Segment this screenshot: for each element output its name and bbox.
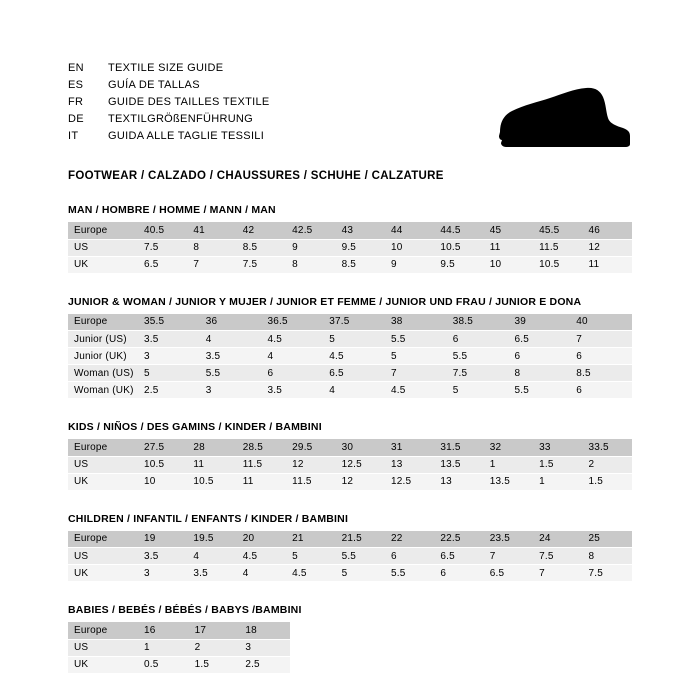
cell: 1	[533, 473, 582, 490]
cell: 3	[138, 348, 200, 365]
cell: 7.5	[533, 548, 582, 565]
cell: 42.5	[286, 222, 335, 239]
cell: 12	[286, 456, 335, 473]
cell: 30	[336, 439, 385, 456]
size-table-babies	[68, 622, 290, 674]
cell: 12	[336, 473, 385, 490]
cell: 44.5	[434, 222, 483, 239]
cell: 1	[138, 639, 189, 656]
cell: 19.5	[187, 531, 236, 548]
language-code: EN	[68, 62, 84, 74]
language-text: TEXTILE SIZE GUIDE	[108, 62, 224, 74]
table-row	[68, 656, 290, 673]
cell: 9	[286, 239, 335, 256]
cell: 24	[533, 531, 582, 548]
cell: 6	[262, 365, 324, 382]
cell: 4	[187, 548, 236, 565]
cell: 4.5	[286, 565, 335, 582]
cell: 8.5	[237, 239, 286, 256]
row-label: UK	[68, 473, 138, 490]
cell: 8	[509, 365, 571, 382]
cell: 7	[187, 256, 236, 273]
cell: 0.5	[138, 656, 189, 673]
cell: 7	[385, 365, 447, 382]
cell: 3.5	[138, 548, 187, 565]
section-kids	[68, 421, 632, 491]
cell: 32	[484, 439, 533, 456]
table-row	[68, 639, 290, 656]
cell: 3.5	[187, 565, 236, 582]
cell: 7.5	[237, 256, 286, 273]
cell: 31	[385, 439, 434, 456]
cell: 21	[286, 531, 335, 548]
cell: 5	[447, 382, 509, 399]
size-table-junior-woman	[68, 314, 632, 400]
cell: 5	[385, 348, 447, 365]
row-label: Junior (UK)	[68, 348, 138, 365]
section-junior-woman	[68, 296, 632, 400]
cell: 3	[239, 639, 290, 656]
table-row	[68, 382, 632, 399]
language-row	[68, 60, 442, 77]
cell: 22.5	[434, 531, 483, 548]
row-label: UK	[68, 565, 138, 582]
cell: 6.5	[484, 565, 533, 582]
cell: 19	[138, 531, 187, 548]
language-text: GUÍA DE TALLAS	[108, 79, 200, 91]
section-title: MAN / HOMBRE / HOMME / MANN / MAN	[68, 204, 276, 216]
cell: 10.5	[434, 239, 483, 256]
cell: 3.5	[200, 348, 262, 365]
cell: 10.5	[187, 473, 236, 490]
table-row	[68, 256, 632, 273]
cell: 35.5	[138, 314, 200, 331]
size-table-man	[68, 222, 632, 274]
cell: 10.5	[138, 456, 187, 473]
cell: 16	[138, 622, 189, 639]
cell: 12.5	[336, 456, 385, 473]
table-row	[68, 222, 632, 239]
cell: 5	[286, 548, 335, 565]
cell: 4	[237, 565, 286, 582]
size-table-kids	[68, 439, 632, 491]
cell: 4.5	[385, 382, 447, 399]
row-label: Woman (US)	[68, 365, 138, 382]
cell: 36.5	[262, 314, 324, 331]
cell: 23.5	[484, 531, 533, 548]
section-title: BABIES / BEBÉS / BÉBÉS / BABYS /BAMBINI	[68, 604, 302, 616]
table-row	[68, 348, 632, 365]
cell: 17	[189, 622, 240, 639]
cell: 10	[484, 256, 533, 273]
cell: 12.5	[385, 473, 434, 490]
table-row	[68, 239, 632, 256]
cell: 3	[138, 565, 187, 582]
cell: 7	[533, 565, 582, 582]
section-title: CHILDREN / INFANTIL / ENFANTS / KINDER / BAMBINI	[68, 512, 349, 525]
cell: 6	[570, 382, 632, 399]
cell: 45.5	[533, 222, 582, 239]
section-title: KIDS / NIÑOS / DES GAMINS / KINDER / BAMBINI	[68, 421, 322, 433]
cell: 9.5	[336, 239, 385, 256]
cell: 8.5	[336, 256, 385, 273]
cell: 8	[187, 239, 236, 256]
cell: 5.5	[336, 548, 385, 565]
row-label: Europe	[68, 622, 138, 639]
cell: 28	[187, 439, 236, 456]
section-babies	[68, 604, 632, 674]
table-row	[68, 331, 632, 348]
language-text: TEXTILGRÖßENFÜHRUNG	[108, 113, 254, 125]
cell: 18	[239, 622, 290, 639]
cell: 3.5	[262, 382, 324, 399]
cell: 5.5	[447, 348, 509, 365]
cell: 10.5	[533, 256, 582, 273]
cell: 4.5	[262, 331, 324, 348]
cell: 5.5	[509, 382, 571, 399]
size-table-children	[68, 531, 632, 583]
language-row	[68, 111, 442, 128]
row-label: UK	[68, 656, 138, 673]
cell: 10	[385, 239, 434, 256]
table-row	[68, 439, 632, 456]
table-row	[68, 565, 632, 582]
row-label: Woman (UK)	[68, 382, 138, 399]
cell: 5	[323, 331, 385, 348]
cell: 6.5	[434, 548, 483, 565]
cell: 13	[385, 456, 434, 473]
cell: 6	[509, 348, 571, 365]
cell: 7.5	[447, 365, 509, 382]
cell: 38	[385, 314, 447, 331]
cell: 11	[187, 456, 236, 473]
cell: 9	[385, 256, 434, 273]
cell: 44	[385, 222, 434, 239]
table-row	[68, 314, 632, 331]
cell: 8	[583, 548, 632, 565]
language-code: ES	[68, 79, 84, 91]
cell: 33.5	[583, 439, 632, 456]
cell: 7	[570, 331, 632, 348]
language-row	[68, 77, 442, 94]
language-code: IT	[68, 130, 79, 142]
row-label: Europe	[68, 222, 138, 239]
cell: 31.5	[434, 439, 483, 456]
cell: 36	[200, 314, 262, 331]
cell: 1.5	[583, 473, 632, 490]
table-row	[68, 365, 632, 382]
language-text: GUIDA ALLE TAGLIE TESSILI	[108, 130, 265, 142]
cell: 1.5	[189, 656, 240, 673]
cell: 33	[533, 439, 582, 456]
cell: 45	[484, 222, 533, 239]
table-row	[68, 622, 290, 639]
cell: 11.5	[533, 239, 582, 256]
row-label: Europe	[68, 314, 138, 331]
cell: 6	[570, 348, 632, 365]
category-title: FOOTWEAR / CALZADO / CHAUSSURES / SCHUHE / CALZATURE	[68, 170, 444, 182]
section-title: JUNIOR & WOMAN / JUNIOR Y MUJER / JUNIOR ET FEMME / JUNIOR UND FRAU / JUNIOR E DONA	[68, 295, 582, 308]
row-label: US	[68, 456, 138, 473]
cell: 6	[447, 331, 509, 348]
table-row	[68, 548, 632, 565]
cell: 39	[509, 314, 571, 331]
row-label: US	[68, 639, 138, 656]
cell: 12	[583, 239, 632, 256]
cell: 38.5	[447, 314, 509, 331]
cell: 22	[385, 531, 434, 548]
cell: 6	[385, 548, 434, 565]
cell: 7.5	[138, 239, 187, 256]
cell: 6.5	[138, 256, 187, 273]
cell: 40	[570, 314, 632, 331]
cell: 10	[138, 473, 187, 490]
table-row	[68, 473, 632, 490]
language-code: DE	[68, 113, 84, 125]
row-label: US	[68, 548, 138, 565]
cell: 11.5	[237, 456, 286, 473]
cell: 46	[583, 222, 632, 239]
cell: 5.5	[385, 331, 447, 348]
cell: 5	[336, 565, 385, 582]
dress-shoe-icon	[442, 82, 632, 154]
cell: 2	[189, 639, 240, 656]
cell: 11	[583, 256, 632, 273]
cell: 3.5	[138, 331, 200, 348]
cell: 4	[323, 382, 385, 399]
cell: 25	[583, 531, 632, 548]
cell: 11	[484, 239, 533, 256]
row-label: Europe	[68, 531, 138, 548]
cell: 37.5	[323, 314, 385, 331]
cell: 3	[200, 382, 262, 399]
cell: 2.5	[138, 382, 200, 399]
cell: 11	[237, 473, 286, 490]
table-row	[68, 531, 632, 548]
cell: 6	[434, 565, 483, 582]
cell: 2	[583, 456, 632, 473]
cell: 4	[200, 331, 262, 348]
row-label: Europe	[68, 439, 138, 456]
row-label: US	[68, 239, 138, 256]
cell: 27.5	[138, 439, 187, 456]
row-label: Junior (US)	[68, 331, 138, 348]
cell: 41	[187, 222, 236, 239]
cell: 6.5	[323, 365, 385, 382]
cell: 5.5	[200, 365, 262, 382]
cell: 5.5	[385, 565, 434, 582]
section-children	[68, 513, 632, 583]
table-row	[68, 456, 632, 473]
cell: 21.5	[336, 531, 385, 548]
cell: 13.5	[484, 473, 533, 490]
cell: 42	[237, 222, 286, 239]
cell: 7	[484, 548, 533, 565]
cell: 2.5	[239, 656, 290, 673]
cell: 4.5	[237, 548, 286, 565]
cell: 1.5	[533, 456, 582, 473]
language-row	[68, 128, 442, 145]
header	[68, 60, 632, 154]
cell: 8	[286, 256, 335, 273]
cell: 5	[138, 365, 200, 382]
row-label: UK	[68, 256, 138, 273]
cell: 43	[336, 222, 385, 239]
cell: 11.5	[286, 473, 335, 490]
cell: 8.5	[570, 365, 632, 382]
cell: 20	[237, 531, 286, 548]
language-title-list	[68, 60, 442, 145]
cell: 7.5	[583, 565, 632, 582]
language-row	[68, 94, 442, 111]
cell: 6.5	[509, 331, 571, 348]
cell: 4.5	[323, 348, 385, 365]
language-code: FR	[68, 96, 84, 108]
language-text: GUIDE DES TAILLES TEXTILE	[108, 96, 270, 108]
cell: 28.5	[237, 439, 286, 456]
cell: 13	[434, 473, 483, 490]
cell: 9.5	[434, 256, 483, 273]
cell: 1	[484, 456, 533, 473]
cell: 13.5	[434, 456, 483, 473]
cell: 29.5	[286, 439, 335, 456]
cell: 40.5	[138, 222, 187, 239]
section-man	[68, 204, 632, 274]
cell: 4	[262, 348, 324, 365]
